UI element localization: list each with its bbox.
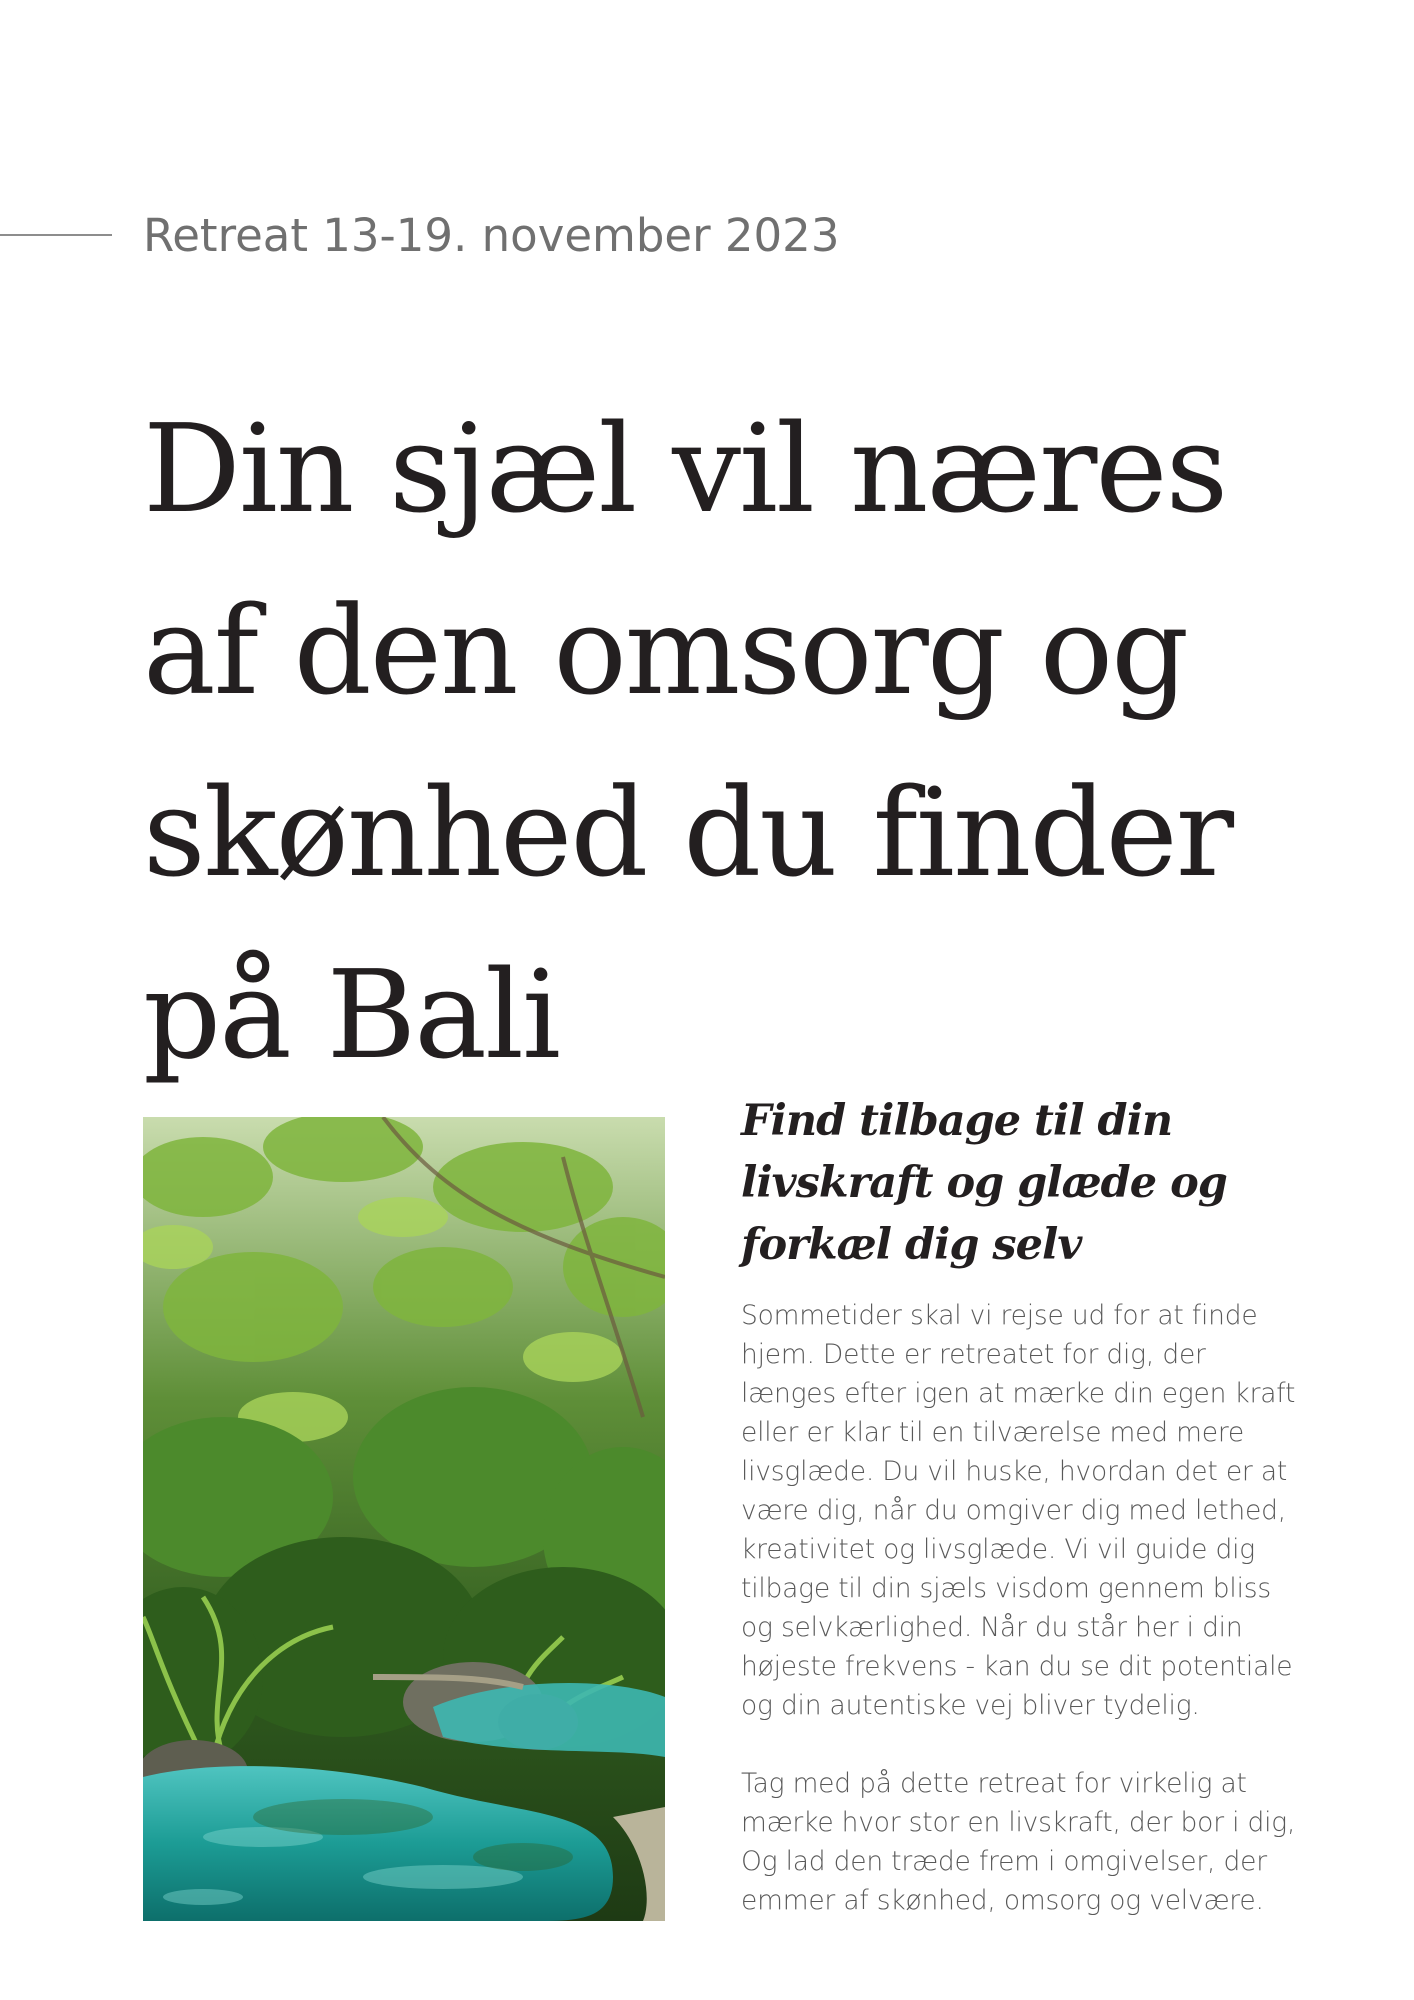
page-title: Din sjæl vil næres af den omsorg og skønhed du finder på Bali bbox=[143, 398, 1233, 1086]
section-subheading: Find tilbage til din livskraft og glæde og forkæl dig selv bbox=[741, 1096, 1227, 1270]
body-copy bbox=[741, 1296, 1296, 1959]
paragraph: Tag med på dette retreat for virkelig at mærke hvor stor en livskraft, der bor i dig, Og lad den træde frem i omgivelser, der emmer af skønhed, omsorg og velvære. bbox=[741, 1768, 1296, 1916]
paragraph: Sommetider skal vi rejse ud for at finde hjem. Dette er retreatet for dig, der længes efter igen at mærke din egen kraft eller er klar til en tilværelse med mere livsglæde. Du vil huske, hvordan det er at være dig, når du omgiver dig med lethed, kreativitet og livsglæde. Vi vil guide dig tilbage til din sjæls visdom gennem bliss og selvkærlighed. Når du står her i din højeste frekvens - kan du se dit potentiale og din autentiske vej bliver tydelig. bbox=[741, 1300, 1296, 1721]
decorative-rule bbox=[0, 234, 112, 236]
retreat-date: Retreat 13-19. november 2023 bbox=[143, 209, 840, 262]
garden-pool-photo bbox=[143, 1117, 665, 1921]
